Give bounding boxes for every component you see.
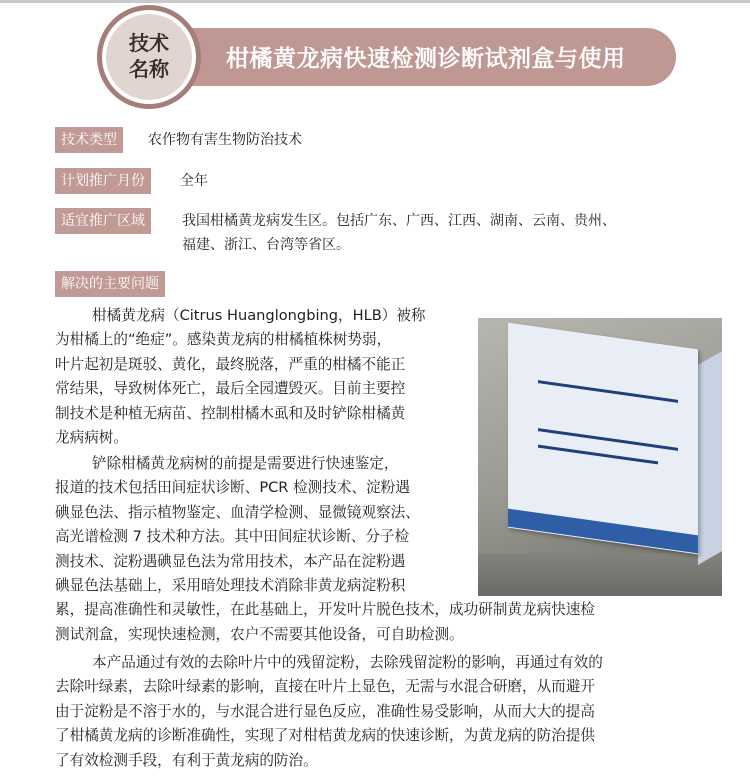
section-label-problems: 解决的主要问题 — [55, 271, 165, 297]
paragraph-2 — [55, 452, 595, 647]
paragraph-line: 叶片起初是斑驳、黄化，最终脱落，严重的柑橘不能正 — [55, 355, 406, 373]
paragraph-line: 为柑橘上的“绝症”。感染黄龙病的柑橘植株树势弱， — [55, 331, 392, 349]
paragraph-line: 报道的技术包括田间症状诊断、PCR 检测技术、淀粉遇 — [55, 479, 410, 497]
paragraph-line: 累，提高准确性和灵敏性，在此基础上，开发叶片脱色技术，成功研制黄龙病快速检 — [55, 601, 595, 619]
paragraph-line: 由于淀粉是不溶于水的，与水混合进行显色反应，准确性易受影响，从而大大的提高 — [55, 702, 595, 720]
field-value-region-line2: 福建、浙江、台湾等省区。 — [182, 237, 350, 253]
paragraph-line: 制技术是种植无病苗、控制柑橘木虱和及时铲除柑橘黄 — [55, 404, 406, 422]
field-value-tech-type: 农作物有害生物防治技术 — [148, 132, 302, 148]
badge-line-1: 技术 — [129, 31, 169, 55]
paragraph-1 — [55, 304, 426, 450]
top-rule — [0, 0, 750, 3]
paragraph-line: 碘显色法基础上，采用暗处理技术消除非黄龙病淀粉积 — [55, 577, 406, 595]
paragraph-line: 去除叶绿素，去除叶绿素的影响，直接在叶片上显色，无需与水混合研磨，从而避开 — [55, 678, 595, 696]
paragraph-line: 高光谱检测 7 技术种方法。其中田间症状诊断、分子检 — [55, 528, 410, 546]
page-title: 柑橘黄龙病快速检测诊断试剂盒与使用 — [226, 46, 626, 72]
field-label-month: 计划推广月份 — [55, 168, 151, 194]
paragraph-line: 常结果，导致树体死亡，最后全园遭毁灭。目前主要控 — [55, 380, 406, 398]
badge-text — [106, 30, 192, 82]
field-label-region: 适宜推广区域 — [55, 208, 151, 234]
field-value-region-line1: 我国柑橘黄龙病发生区。包括广东、广西、江西、湖南、云南、贵州、 — [182, 213, 616, 229]
paragraph-line: 碘显色法、指示植物鉴定、血清学检测、显微镜观察法、 — [55, 503, 420, 521]
field-value-month: 全年 — [180, 173, 208, 189]
paragraph-line: 测技术、淀粉遇碘显色法为常用技术，本产品在淀粉遇 — [55, 552, 406, 570]
badge-line-2: 名称 — [129, 57, 169, 81]
paragraph-line: 本产品通过有效的去除叶片中的残留淀粉，去除残留淀粉的影响，再通过有效的 — [92, 654, 603, 671]
paragraph-line: 了有效检测手段，有利于黄龙病的防治。 — [55, 751, 318, 769]
paragraph-line: 柑橘黄龙病（Citrus Huanglongbing，HLB）被称 — [92, 307, 426, 324]
paragraph-line: 了柑橘黄龙病的诊断准确性，实现了对柑桔黄龙病的快速诊断，为黄龙病的防治提供 — [55, 727, 595, 745]
field-label-tech-type: 技术类型 — [55, 127, 123, 153]
paragraph-line: 龙病病树。 — [55, 429, 128, 447]
paragraph-line: 铲除柑橘黄龙病树的前提是需要进行快速鉴定， — [92, 455, 399, 472]
paragraph-line: 测试剂盒，实现快速检测，农户不需要其他设备，可自助检测。 — [55, 625, 464, 643]
paragraph-3 — [55, 651, 603, 773]
